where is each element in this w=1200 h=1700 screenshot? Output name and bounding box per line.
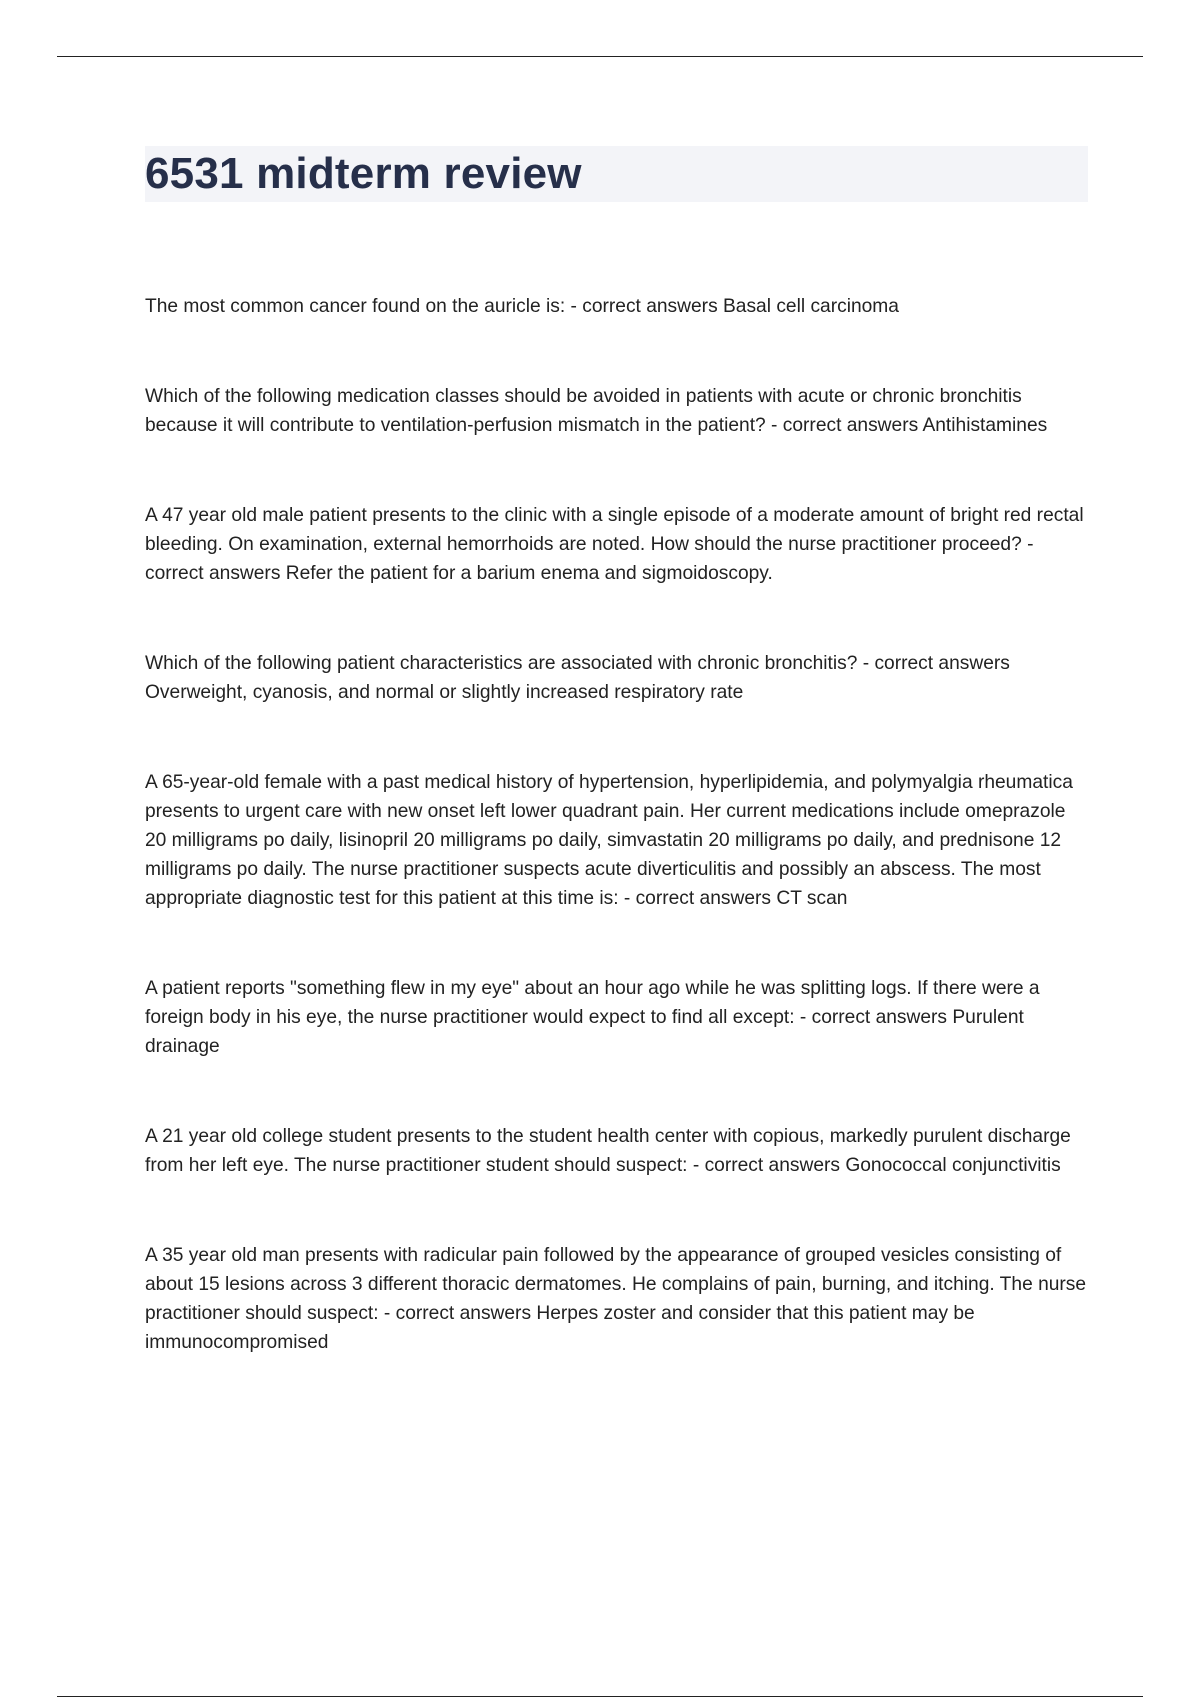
qa-item: A 21 year old college student presents to the student health center with copious, markedly purulent discharge from her left eye. The nurse practitioner student should suspect: - correct answers Gonococcal conjunctivitis bbox=[145, 1126, 1071, 1176]
qa-item: A 47 year old male patient presents to the clinic with a single episode of a moderate amount of bright red rectal bleeding. On examination, external hemorrhoids are noted. How should the nurse practitioner proceed? - correct answers Refer the patient for a barium enema and sigmoidoscopy. bbox=[145, 505, 1084, 584]
qa-item: A 65-year-old female with a past medical history of hypertension, hyperlipidemia, and polymyalgia rheumatica presents to urgent care with new onset left lower quadrant pain. Her current medications include omeprazole 20 milligrams po daily, lisinopril 20 milligrams po daily, simvastatin 20 milligrams po daily, and prednisone 12 milligrams po daily. The nurse practitioner suspects acute diverticulitis and possibly an abscess. The most appropriate diagnostic test for this patient at this time is: - correct answers CT scan bbox=[145, 772, 1073, 909]
qa-item: A patient reports "something flew in my eye" about an hour ago while he was splitting logs. If there were a foreign body in his eye, the nurse practitioner would expect to find all except: - correct answers Purulent drainage bbox=[145, 978, 1040, 1057]
qa-item: A 35 year old man presents with radicular pain followed by the appearance of grouped vesicles consisting of about 15 lesions across 3 different thoracic dermatomes. He complains of pain, burning, and itching. The nurse practitioner should suspect: - correct answers Herpes zoster and consider that this patient may be immunocompromised bbox=[145, 1245, 1087, 1353]
qa-list bbox=[145, 292, 1090, 1418]
qa-item: The most common cancer found on the auricle is: - correct answers Basal cell carcinoma bbox=[145, 296, 899, 317]
page-title: 6531 midterm review bbox=[145, 149, 582, 198]
page-top-rule bbox=[57, 56, 1143, 57]
page-bottom-rule bbox=[57, 1696, 1143, 1697]
qa-item: Which of the following patient characteristics are associated with chronic bronchitis? - correct answers Overweight, cyanosis, and normal or slightly increased respiratory rate bbox=[145, 653, 1010, 703]
qa-item: Which of the following medication classes should be avoided in patients with acute or chronic bronchitis because it will contribute to ventilation-perfusion mismatch in the patient? - correct answers Antihistamines bbox=[145, 386, 1048, 436]
